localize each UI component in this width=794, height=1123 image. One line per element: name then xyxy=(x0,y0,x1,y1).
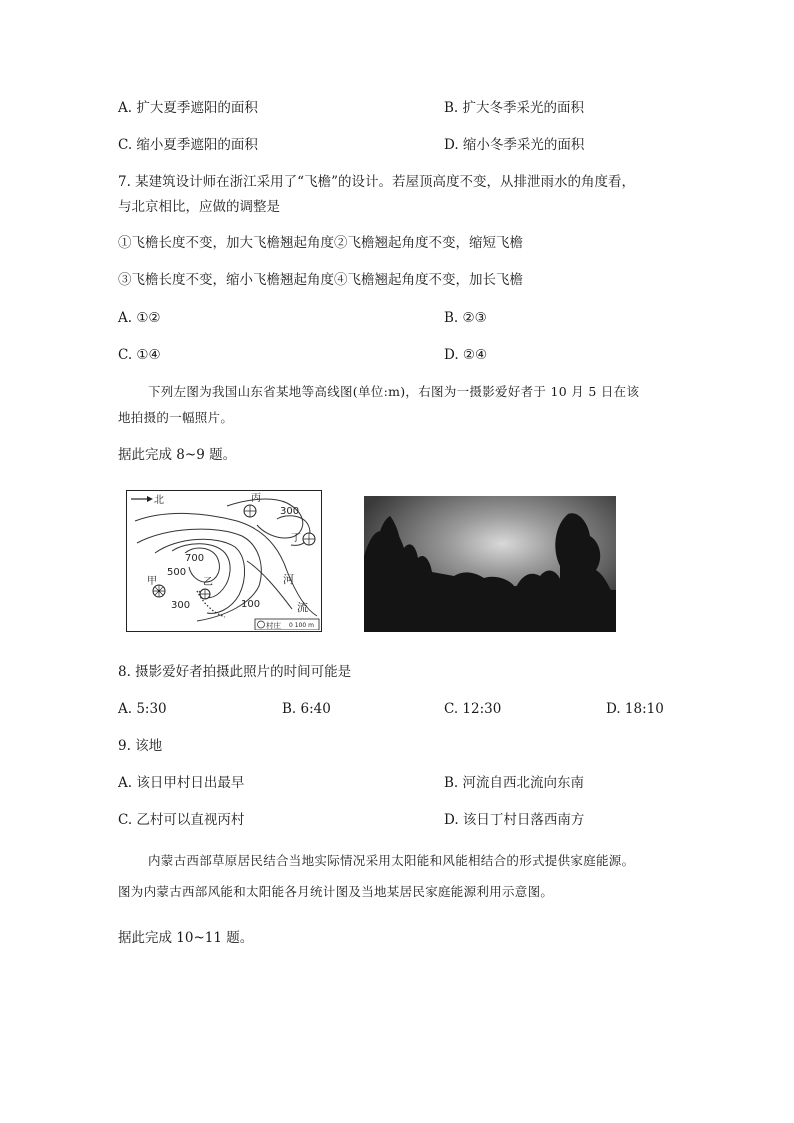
q7-option-b: B. ②③ xyxy=(444,310,487,326)
q6-option-d: D. 缩小冬季采光的面积 xyxy=(444,137,585,153)
village-label-ding: 丁 xyxy=(291,533,301,544)
q7-statements-line2: ③飞檐长度不变，缩小飞檐翘起角度④飞檐翘起角度不变，加长飞檐 xyxy=(118,272,523,288)
sunset-photo xyxy=(364,496,616,632)
material-8-9-instruction: 据此完成 8~9 题。 xyxy=(118,447,237,463)
contour-map xyxy=(126,490,322,632)
village-label-jia: 甲 xyxy=(147,576,157,587)
material-10-11-line1: 内蒙古西部草原居民结合当地实际情况采用太阳能和风能相结合的形式提供家庭能源。 xyxy=(148,853,635,868)
river-label-he: 河 xyxy=(283,573,294,586)
legend-village-icon xyxy=(258,621,265,628)
q6-option-a: A. 扩大夏季遮阳的面积 xyxy=(118,100,258,116)
q9-option-b: B. 河流自西北流向东南 xyxy=(444,775,585,791)
q7-option-d: D. ②④ xyxy=(444,347,488,363)
contour-label-100: 100 xyxy=(241,599,261,610)
village-marker-ding xyxy=(303,533,315,545)
q6-option-c: C. 缩小夏季遮阳的面积 xyxy=(118,137,258,153)
q7-option-c: C. ①④ xyxy=(118,347,161,363)
village-marker-bing xyxy=(244,505,256,517)
material-8-9-line2: 地拍摄的一幅照片。 xyxy=(118,410,234,425)
village-label-bing: 丙 xyxy=(251,493,261,504)
contour-label-700: 700 xyxy=(185,553,205,564)
q9-option-c: C. 乙村可以直视丙村 xyxy=(118,812,245,828)
q9-option-d: D. 该日丁村日落西南方 xyxy=(444,812,585,828)
q9-option-a: A. 该日甲村日出最早 xyxy=(118,775,245,791)
q8-option-a: A. 5:30 xyxy=(118,701,167,717)
q7-stem-line1: 7. 某建筑设计师在浙江采用了“飞檐”的设计。若屋顶高度不变，从排泄雨水的角度看， xyxy=(118,174,635,190)
contour-map-drawing xyxy=(127,491,320,630)
legend-scale-label: 0 100 m xyxy=(289,622,314,629)
north-label: 北 xyxy=(154,495,164,506)
q7-stem-line2: 与北京相比，应做的调整是 xyxy=(118,199,280,215)
material-10-11-instruction: 据此完成 10~11 题。 xyxy=(118,930,254,946)
q8-option-c: C. 12:30 xyxy=(444,701,502,717)
contour-lines xyxy=(135,499,317,621)
contour-label-500: 500 xyxy=(167,567,187,578)
north-arrow-icon xyxy=(131,496,153,502)
q7-statements-line1: ①飞檐长度不变，加大飞檐翘起角度②飞檐翘起角度不变，缩短飞檐 xyxy=(118,235,523,251)
q9-stem: 9. 该地 xyxy=(118,738,163,754)
contour-label-300-west: 300 xyxy=(171,600,191,611)
q7-option-a: A. ①② xyxy=(118,310,161,326)
village-label-yi: 乙 xyxy=(203,577,213,588)
river-label-liu: 流 xyxy=(297,601,308,614)
q6-option-b: B. 扩大冬季采光的面积 xyxy=(444,100,585,116)
photo-drawing xyxy=(364,496,616,632)
q8-stem: 8. 摄影爱好者拍摄此照片的时间可能是 xyxy=(118,664,352,680)
village-marker-yi xyxy=(200,589,210,599)
material-8-9-line1: 下列左图为我国山东省某地等高线图(单位:m)，右图为一摄影爱好者于 10 月 5 日在该 xyxy=(148,384,640,399)
q8-option-d: D. 18:10 xyxy=(606,701,664,717)
material-10-11-line2: 图为内蒙古西部风能和太阳能各月统计图及当地某居民家庭能源利用示意图。 xyxy=(118,884,554,899)
q8-option-b: B. 6:40 xyxy=(282,701,331,717)
contour-label-300-east: 300 xyxy=(280,506,300,517)
legend-village-label: 村庄 xyxy=(266,621,281,630)
